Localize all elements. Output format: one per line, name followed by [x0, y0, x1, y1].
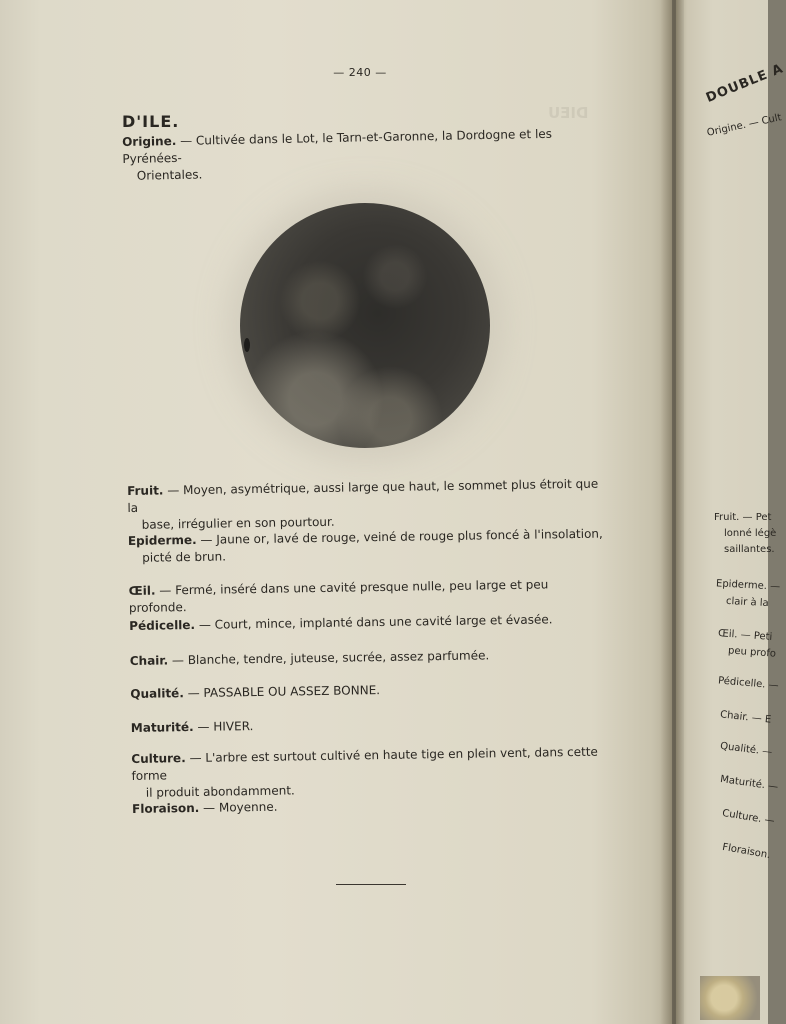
entry-label: Pédicelle. [129, 617, 196, 633]
origin-text: — Cultivée dans le Lot, le Tarn-et-Garonne, la Dordogne et les Pyrénées- [122, 126, 553, 166]
end-rule [336, 884, 406, 885]
right-page-line: lonné légè [724, 528, 777, 539]
right-page-line: Maturité. — [719, 773, 779, 794]
right-page-line: Culture. — [721, 807, 776, 828]
entry-label: Qualité. [130, 686, 184, 701]
page-number: — 240 — [333, 66, 387, 79]
entry-label: Floraison. [132, 800, 200, 816]
entry-text: — Jaune or, lavé de rouge, veiné de rouge plus foncé à l'insolation, [200, 526, 603, 547]
right-page-line: saillantes. [724, 544, 775, 555]
right-page-line: Œil. — Peti [717, 628, 773, 643]
entry-text: — Blanche, tendre, juteuse, sucrée, assez parfumée. [171, 648, 490, 668]
entry-text-continued: il produit abondamment. [145, 783, 295, 800]
origin-text-continued: Orientales. [136, 167, 203, 183]
apple-photograph-spot [244, 338, 250, 352]
entry-fruit [127, 475, 608, 534]
right-page-line: Epiderme. — [715, 578, 781, 593]
origin-label: Origine. [122, 133, 177, 149]
right-page-origin: Origine. — Cult [706, 112, 783, 139]
entry-label: Fruit. [127, 483, 164, 498]
entry-label: Epiderme. [127, 532, 197, 548]
right-page-line: clair à la [725, 595, 769, 610]
variety-title: D'ILE. [122, 112, 180, 131]
entry-culture [131, 743, 612, 802]
right-page-line: Fruit. — Pet [714, 512, 772, 523]
book-gutter [660, 0, 684, 1024]
right-page-line: peu profo [727, 645, 777, 660]
corner-thumbnail-image [700, 976, 760, 1020]
origin-paragraph [122, 125, 608, 185]
apple-photograph [240, 203, 490, 448]
entry-text: — HIVER. [197, 719, 254, 734]
entry-text: — PASSABLE OU ASSEZ BONNE. [187, 683, 381, 701]
entry-text: — Court, mince, implanté dans une cavité large et évasée. [198, 612, 553, 632]
right-page-line: Floraison. [721, 841, 772, 862]
entry-text-continued: base, irrégulier en son pourtour. [141, 514, 335, 532]
entry-label: Chair. [129, 653, 169, 668]
entry-text: — Fermé, inséré dans une cavité presque nulle, peu large et peu profonde. [128, 577, 549, 615]
right-page-title: DOUBLE A [704, 61, 786, 106]
entry-label: Culture. [131, 751, 186, 766]
entry-text: — Moyen, asymétrique, aussi large que haut, le sommet plus étroit que la [127, 476, 599, 515]
entry-label: Œil. [128, 583, 156, 598]
entry-text: — Moyenne. [203, 799, 278, 815]
right-page-line: Pédicelle. — [717, 675, 780, 692]
show-through-heading: DIEU [548, 104, 589, 122]
entry-text-continued: picté de brun. [142, 549, 227, 565]
right-page-line: Chair. — E [719, 709, 772, 726]
entry-text: — L'arbre est surtout cultivé en haute tige en plein vent, dans cette forme [131, 744, 598, 783]
entry-label: Maturité. [130, 719, 194, 735]
right-page-line: Qualité. — [719, 740, 773, 759]
